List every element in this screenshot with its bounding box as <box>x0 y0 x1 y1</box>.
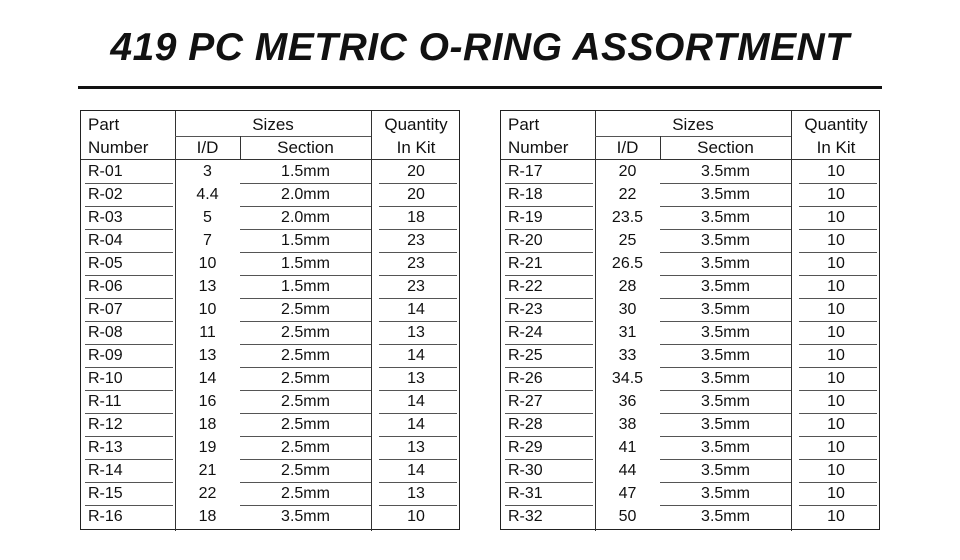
section-cell: 3.5mm <box>701 439 750 456</box>
part-number-cell: R-23 <box>508 301 543 318</box>
table-row <box>501 184 879 207</box>
id-cell: 18 <box>198 508 217 525</box>
header-divider <box>501 159 879 160</box>
section-cell: 1.5mm <box>281 255 330 272</box>
quantity-cell: 13 <box>407 370 425 387</box>
part-number-cell: R-26 <box>508 370 543 387</box>
id-cell: 47 <box>618 485 637 502</box>
quantity-cell: 14 <box>407 416 425 433</box>
part-number-cell: R-20 <box>508 232 543 249</box>
quantity-cell: 10 <box>827 301 845 318</box>
quantity-cell: 13 <box>407 324 425 341</box>
quantity-cell: 18 <box>407 209 425 226</box>
id-cell: 28 <box>618 278 637 295</box>
table-row <box>501 230 879 253</box>
quantity-cell: 13 <box>407 485 425 502</box>
quantity-cell: 23 <box>407 232 425 249</box>
quantity-cell: 10 <box>407 508 425 525</box>
quantity-cell: 10 <box>827 232 845 249</box>
quantity-cell: 14 <box>407 347 425 364</box>
table-row <box>81 161 459 184</box>
part-number-cell: R-29 <box>508 439 543 456</box>
table-row <box>501 207 879 230</box>
section-cell: 3.5mm <box>701 255 750 272</box>
sizes-underline <box>175 136 371 137</box>
id-cell: 34.5 <box>611 370 644 387</box>
part-number-cell: R-22 <box>508 278 543 295</box>
id-cell: 11 <box>199 324 216 341</box>
id-cell: 44 <box>618 462 637 479</box>
section-cell: 3.5mm <box>701 301 750 318</box>
quantity-cell: 23 <box>407 278 425 295</box>
part-number-cell: R-21 <box>508 255 543 272</box>
section-cell: 3.5mm <box>701 416 750 433</box>
table-row <box>501 299 879 322</box>
quantity-cell: 13 <box>407 439 425 456</box>
section-cell: 2.5mm <box>281 301 330 318</box>
sizes-underline <box>595 136 791 137</box>
part-number-cell: R-27 <box>508 393 543 410</box>
quantity-cell: 10 <box>827 508 845 525</box>
id-cell: 5 <box>203 209 212 226</box>
id-cell: 7 <box>203 232 212 249</box>
quantity-cell: 10 <box>827 255 845 272</box>
part-number-cell: R-24 <box>508 324 543 341</box>
part-number-cell: R-30 <box>508 462 543 479</box>
table-row <box>81 184 459 207</box>
part-number-cell: R-25 <box>508 347 543 364</box>
id-cell: 3 <box>203 163 212 180</box>
id-cell: 23.5 <box>611 209 644 226</box>
id-cell: 4.4 <box>196 186 219 203</box>
section-cell: 2.0mm <box>281 209 330 226</box>
id-cell: 10 <box>198 301 217 318</box>
id-cell: 38 <box>618 416 637 433</box>
part-number-cell: R-32 <box>508 508 543 525</box>
section-cell: 3.5mm <box>701 485 750 502</box>
section-cell: 3.5mm <box>701 186 750 203</box>
table-row <box>501 483 879 506</box>
table-row <box>501 506 879 529</box>
header-in-kit: In Kit <box>396 138 436 157</box>
id-cell: 16 <box>198 393 217 410</box>
id-cell: 19 <box>198 439 217 456</box>
quantity-cell: 23 <box>407 255 425 272</box>
id-cell: 33 <box>618 347 637 364</box>
quantity-cell: 10 <box>827 393 845 410</box>
part-number-cell: R-15 <box>88 485 123 502</box>
id-cell: 13 <box>198 278 217 295</box>
table-row <box>81 299 459 322</box>
right-table <box>500 110 880 530</box>
id-cell: 18 <box>198 416 217 433</box>
table-row <box>501 345 879 368</box>
section-cell: 3.5mm <box>701 347 750 364</box>
quantity-cell: 14 <box>407 393 425 410</box>
quantity-cell: 10 <box>827 278 845 295</box>
header-section: Section <box>697 138 754 157</box>
section-cell: 3.5mm <box>701 232 750 249</box>
section-cell: 3.5mm <box>701 393 750 410</box>
section-cell: 3.5mm <box>701 209 750 226</box>
table-row <box>81 506 459 529</box>
header-sizes: Sizes <box>672 115 714 134</box>
table-row <box>81 460 459 483</box>
header-part: Part <box>88 115 120 134</box>
section-cell: 2.5mm <box>281 462 330 479</box>
quantity-cell: 10 <box>827 462 845 479</box>
quantity-cell: 10 <box>827 209 845 226</box>
part-number-cell: R-06 <box>88 278 123 295</box>
header-number: Number <box>88 138 149 157</box>
table-row <box>81 322 459 345</box>
id-cell: 30 <box>618 301 637 318</box>
quantity-cell: 20 <box>407 163 425 180</box>
table-row <box>501 414 879 437</box>
part-number-cell: R-08 <box>88 324 123 341</box>
id-cell: 50 <box>618 508 637 525</box>
part-number-cell: R-31 <box>508 485 543 502</box>
part-number-cell: R-05 <box>88 255 123 272</box>
id-cell: 20 <box>618 163 637 180</box>
part-number-cell: R-28 <box>508 416 543 433</box>
section-cell: 2.5mm <box>281 347 330 364</box>
part-number-cell: R-10 <box>88 370 123 387</box>
section-cell: 2.5mm <box>281 416 330 433</box>
part-number-cell: R-01 <box>88 163 123 180</box>
part-number-cell: R-13 <box>88 439 123 456</box>
quantity-cell: 14 <box>407 462 425 479</box>
table-row <box>501 253 879 276</box>
section-cell: 3.5mm <box>701 163 750 180</box>
header-id: I/D <box>616 138 639 157</box>
table-row <box>501 161 879 184</box>
id-cell: 10 <box>198 255 217 272</box>
part-number-cell: R-03 <box>88 209 123 226</box>
quantity-cell: 10 <box>827 439 845 456</box>
part-number-cell: R-17 <box>508 163 543 180</box>
section-cell: 2.5mm <box>281 324 330 341</box>
section-cell: 1.5mm <box>281 163 330 180</box>
id-cell: 22 <box>618 186 637 203</box>
part-number-cell: R-14 <box>88 462 123 479</box>
id-cell: 21 <box>198 462 217 479</box>
table-row <box>501 368 879 391</box>
section-cell: 1.5mm <box>281 232 330 249</box>
quantity-cell: 10 <box>827 163 845 180</box>
quantity-cell: 10 <box>827 485 845 502</box>
section-cell: 2.5mm <box>281 370 330 387</box>
quantity-cell: 10 <box>827 186 845 203</box>
quantity-cell: 14 <box>407 301 425 318</box>
section-cell: 3.5mm <box>701 462 750 479</box>
part-number-cell: R-19 <box>508 209 543 226</box>
quantity-cell: 10 <box>827 416 845 433</box>
table-row <box>81 391 459 414</box>
id-cell: 31 <box>618 324 637 341</box>
quantity-cell: 10 <box>827 347 845 364</box>
part-number-cell: R-02 <box>88 186 123 203</box>
section-cell: 3.5mm <box>701 324 750 341</box>
section-cell: 2.5mm <box>281 439 330 456</box>
table-row <box>501 322 879 345</box>
table-row <box>501 391 879 414</box>
table-row <box>81 414 459 437</box>
section-cell: 2.5mm <box>281 485 330 502</box>
header-section: Section <box>277 138 334 157</box>
id-cell: 36 <box>618 393 637 410</box>
part-number-cell: R-12 <box>88 416 123 433</box>
id-cell: 14 <box>198 370 217 387</box>
section-cell: 3.5mm <box>281 508 330 525</box>
left-table <box>80 110 460 530</box>
part-number-cell: R-07 <box>88 301 123 318</box>
header-quantity: Quantity <box>804 115 868 134</box>
table-row <box>81 368 459 391</box>
quantity-cell: 20 <box>407 186 425 203</box>
table-row <box>81 253 459 276</box>
header-sizes: Sizes <box>252 115 294 134</box>
id-cell: 13 <box>198 347 217 364</box>
section-cell: 1.5mm <box>281 278 330 295</box>
table-row <box>81 276 459 299</box>
header-quantity: Quantity <box>384 115 448 134</box>
header-in-kit: In Kit <box>816 138 856 157</box>
part-number-cell: R-09 <box>88 347 123 364</box>
table-row <box>81 483 459 506</box>
part-number-cell: R-11 <box>88 393 122 410</box>
table-row <box>81 207 459 230</box>
id-cell: 41 <box>618 439 637 456</box>
section-cell: 2.5mm <box>281 393 330 410</box>
header-id: I/D <box>196 138 219 157</box>
section-cell: 3.5mm <box>701 278 750 295</box>
table-row <box>81 345 459 368</box>
table-row <box>81 230 459 253</box>
header-divider <box>81 159 459 160</box>
quantity-cell: 10 <box>827 370 845 387</box>
id-cell: 25 <box>618 232 637 249</box>
id-cell: 26.5 <box>611 255 644 272</box>
table-row <box>501 437 879 460</box>
part-number-cell: R-04 <box>88 232 123 249</box>
part-number-cell: R-16 <box>88 508 123 525</box>
table-row <box>81 437 459 460</box>
title-divider <box>78 86 882 89</box>
section-cell: 3.5mm <box>701 508 750 525</box>
part-number-cell: R-18 <box>508 186 543 203</box>
id-cell: 22 <box>198 485 217 502</box>
table-row <box>501 460 879 483</box>
page-title: 419 PC METRIC O-RING ASSORTMENT <box>110 26 850 69</box>
section-cell: 2.0mm <box>281 186 330 203</box>
section-cell: 3.5mm <box>701 370 750 387</box>
header-number: Number <box>508 138 569 157</box>
table-row <box>501 276 879 299</box>
quantity-cell: 10 <box>827 324 845 341</box>
header-part: Part <box>508 115 540 134</box>
